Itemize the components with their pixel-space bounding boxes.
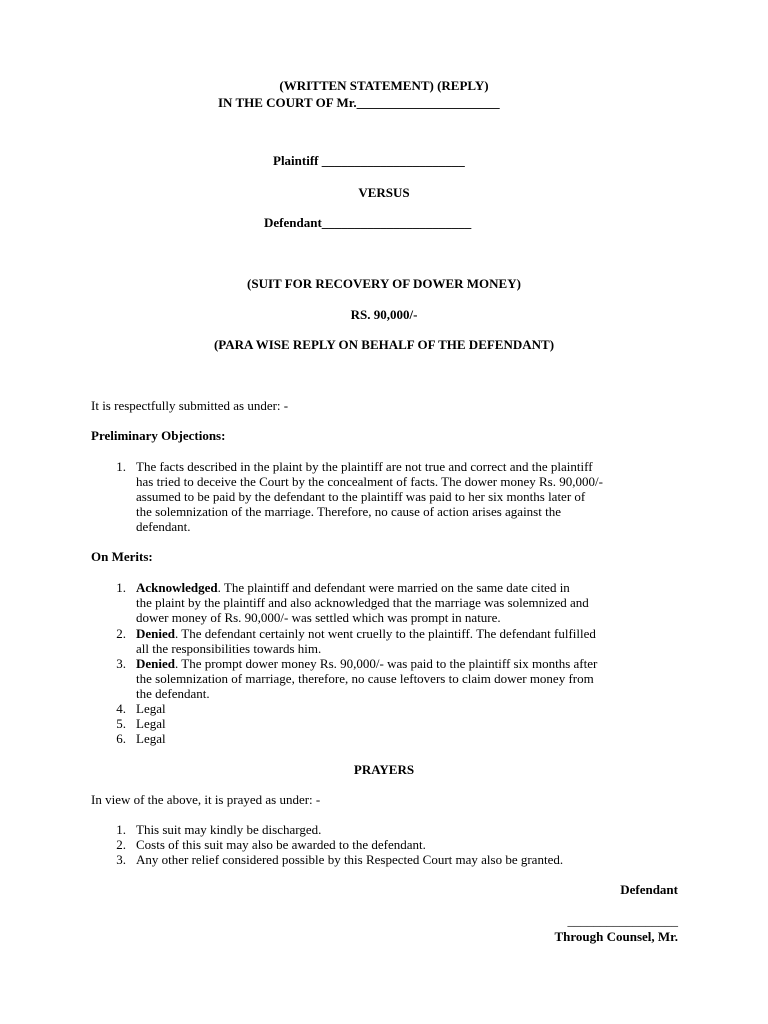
list-item-line	[136, 580, 570, 595]
list-item-line: the defendant.	[136, 686, 210, 701]
list-number: 3.	[116, 852, 126, 867]
list-item-line: Any other relief considered possible by this Respected Court may also be granted.	[136, 852, 564, 867]
prayers-heading: PRAYERS	[353, 762, 415, 777]
list-item-text: . The plaintiff and defendant were married on the same date cited in	[217, 580, 570, 595]
defendant-line: Defendant_______________________	[264, 215, 472, 230]
list-item-line: has tried to deceive the Court by the concealment of facts. The dower money Rs. 90,000/-	[136, 474, 603, 489]
versus-label: VERSUS	[358, 185, 410, 200]
suit-subtitle: (PARA WISE REPLY ON BEHALF OF THE DEFENDANT)	[213, 337, 555, 352]
plaintiff-line: Plaintiff ______________________	[273, 153, 465, 168]
merits-heading: On Merits:	[91, 549, 153, 564]
list-item-line: all the responsibilities towards him.	[136, 641, 322, 656]
list-number: 1.	[116, 580, 126, 595]
list-number: 3.	[116, 656, 126, 671]
list-item-line: This suit may kindly be discharged.	[136, 822, 322, 837]
list-number: 6.	[116, 731, 126, 746]
list-item-line: dower money of Rs. 90,000/- was settled which was prompt in nature.	[136, 610, 501, 625]
list-item-line	[136, 626, 596, 641]
list-item-line	[136, 656, 597, 671]
list-number: 1.	[116, 822, 126, 837]
list-item-line: The facts described in the plaint by the plaintiff are not true and correct and the plaintiff	[136, 459, 593, 474]
list-item-line: Costs of this suit may also be awarded to the defendant.	[136, 837, 426, 852]
signature-line: _________________	[567, 913, 678, 928]
list-item-line: Legal	[136, 701, 166, 716]
list-item-line: the plaint by the plaintiff and also acknowledged that the marriage was solemnized and	[136, 595, 589, 610]
list-item-text: . The defendant certainly not went cruelly to the plaintiff. The defendant fulfilled	[175, 626, 596, 641]
suit-title: (SUIT FOR RECOVERY OF DOWER MONEY)	[247, 276, 521, 291]
list-number: 1.	[116, 459, 126, 474]
list-item-line: Legal	[136, 716, 166, 731]
status-keyword: Denied	[136, 626, 175, 641]
list-item-line: Legal	[136, 731, 166, 746]
list-item-line: the solemnization of the marriage. Therefore, no cause of action arises against the	[136, 504, 561, 519]
intro-text: It is respectfully submitted as under: -	[91, 398, 289, 413]
status-keyword: Acknowledged	[136, 580, 218, 595]
court-line: IN THE COURT OF Mr.______________________	[218, 95, 500, 110]
document-title: (WRITTEN STATEMENT) (REPLY)	[279, 78, 489, 93]
list-item-text: . The prompt dower money Rs. 90,000/- was paid to the plaintiff six months after	[175, 656, 598, 671]
counsel-label: Through Counsel, Mr.	[554, 929, 678, 944]
list-item-line: defendant.	[136, 519, 191, 534]
status-keyword: Denied	[136, 656, 175, 671]
list-number: 4.	[116, 701, 126, 716]
list-number: 2.	[116, 837, 126, 852]
defendant-signature-label: Defendant	[620, 882, 678, 897]
preliminary-heading: Preliminary Objections:	[91, 428, 226, 443]
list-item-line: the solemnization of marriage, therefore, no cause leftovers to claim dower money from	[136, 671, 594, 686]
list-item-line: assumed to be paid by the defendant to the plaintiff was paid to her six months later of	[136, 489, 586, 504]
prayers-intro: In view of the above, it is prayed as under: -	[91, 792, 321, 807]
suit-amount: RS. 90,000/-	[350, 307, 418, 322]
list-number: 2.	[116, 626, 126, 641]
list-number: 5.	[116, 716, 126, 731]
